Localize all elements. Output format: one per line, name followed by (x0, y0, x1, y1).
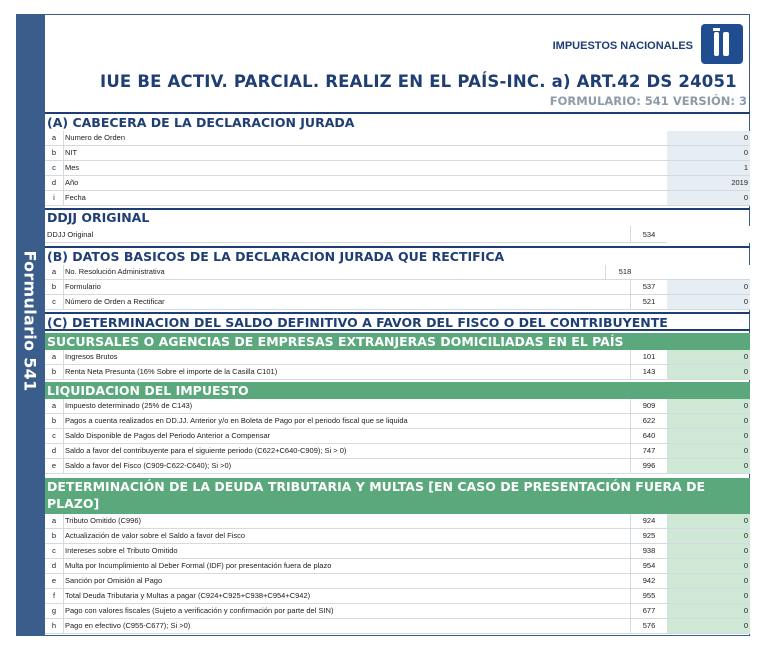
row-value-field[interactable]: 0 (667, 146, 750, 160)
row-letter: c (45, 544, 64, 558)
row-letter: b (45, 365, 64, 379)
form-title: IUE BE ACTIV. PARCIAL. REALIZ EN EL PAÍS-INC. a) ART.42 DS 24051 (100, 72, 737, 91)
row-code: 942 (630, 574, 668, 588)
deuda-row (45, 604, 750, 619)
row-label: Tributo Omitido (C996) (65, 516, 141, 525)
liquidacion-row (45, 444, 750, 459)
row-code: 955 (630, 589, 668, 603)
row-label: NIT (65, 148, 78, 157)
deuda-row (45, 559, 750, 574)
row-letter: b (45, 280, 64, 294)
header-row (45, 146, 750, 161)
row-code: 925 (630, 529, 668, 543)
row-value-field[interactable]: 0 (667, 399, 750, 413)
liquidacion-header: LIQUIDACION DEL IMPUESTO (45, 382, 750, 399)
row-value-field[interactable]: 0 (667, 350, 750, 364)
row-label: Pago en efectivo (C955-C677); Si >0) (65, 621, 191, 630)
rectify-row (45, 265, 750, 280)
row-letter: d (45, 559, 64, 573)
section-a-header: (A) CABECERA DE LA DECLARACION JURADA (45, 112, 750, 131)
section-b-header: (B) DATOS BASICOS DE LA DECLARACION JURADA QUE RECTIFICA (45, 246, 750, 265)
row-value-field[interactable]: 0 (667, 514, 750, 528)
row-letter: c (45, 161, 64, 175)
rectify-row (45, 295, 750, 310)
row-letter: a (45, 265, 64, 279)
row-value-field[interactable]: 0 (667, 459, 750, 473)
sucursales-row (45, 350, 750, 365)
row-letter: e (45, 574, 64, 588)
row-label: Número de Orden a Rectificar (65, 297, 165, 306)
row-value-field[interactable]: 0 (667, 191, 750, 205)
row-code: 747 (630, 444, 668, 458)
deuda-row (45, 529, 750, 544)
row-value-field[interactable] (644, 265, 750, 279)
row-value-field[interactable]: 0 (667, 529, 750, 543)
row-letter: e (45, 459, 64, 473)
row-label: Pagos a cuenta realizados en DD.JJ. Anterior y/o en Boleta de Pago por el periodo fiscal que se liquida (65, 416, 408, 425)
row-label: Saldo Disponible de Pagos del Periodo Anterior a Compensar (65, 431, 271, 440)
row-value-field[interactable]: 0 (667, 131, 750, 145)
row-value-field[interactable]: 0 (667, 365, 750, 379)
deuda-header: DETERMINACIÓN DE LA DEUDA TRIBUTARIA Y MULTAS [EN CASO DE PRESENTACIÓN FUERA DE PLAZO] (45, 478, 750, 514)
deuda-row (45, 574, 750, 589)
row-value-field[interactable]: 0 (667, 280, 750, 294)
row-letter: a (45, 350, 64, 364)
row-code: 640 (630, 429, 668, 443)
row-value-field[interactable]: 0 (667, 295, 750, 309)
row-code: 924 (630, 514, 668, 528)
ddjj-original-checkbox-cell[interactable] (667, 226, 750, 243)
row-code: 521 (630, 295, 668, 309)
row-label: Pago con valores fiscales (Sujeto a verificación y confirmación por parte del SIN) (65, 606, 334, 615)
row-code: 909 (630, 399, 668, 413)
deuda-row (45, 619, 750, 634)
deuda-row (45, 589, 750, 604)
row-letter: a (45, 514, 64, 528)
section-c-header: (C) DETERMINACION DEL SALDO DEFINITIVO A FAVOR DEL FISCO O DEL CONTRIBUYENTE (45, 312, 750, 331)
brand-name: IMPUESTOS NACIONALES (552, 40, 693, 52)
header-row (45, 131, 750, 146)
row-code: 518 (605, 265, 645, 279)
row-label: Mes (65, 163, 80, 172)
row-label: Saldo a favor del Fisco (C909-C622-C640); Si >0) (65, 461, 232, 470)
tax-form (45, 14, 750, 636)
row-letter: a (45, 131, 64, 145)
ddjj-original-row (45, 226, 750, 243)
row-value-field[interactable]: 0 (667, 589, 750, 603)
row-label: Sanción por Omisión al Pago (65, 576, 163, 585)
row-label: Total Deuda Tributaria y Multas a pagar (C924+C925+C938+C954+C942) (65, 591, 311, 600)
row-value-field[interactable]: 0 (667, 429, 750, 443)
row-letter: b (45, 414, 64, 428)
row-letter: b (45, 529, 64, 543)
row-letter: f (45, 589, 64, 603)
row-label: Fecha (65, 193, 86, 202)
ddjj-header: DDJJ ORIGINAL (45, 208, 750, 226)
row-value-field[interactable]: 0 (667, 604, 750, 618)
row-code: 143 (630, 365, 668, 379)
sucursales-row (45, 365, 750, 380)
header-row (45, 191, 750, 206)
row-label: Actualización de valor sobre el Saldo a favor del Fisco (65, 531, 246, 540)
row-value-field[interactable]: 0 (667, 544, 750, 558)
row-letter: c (45, 295, 64, 309)
row-value-field[interactable]: 0 (667, 574, 750, 588)
deuda-row (45, 544, 750, 559)
row-value-field[interactable]: 0 (667, 619, 750, 633)
row-label: Numero de Orden (65, 133, 126, 142)
row-label: Renta Neta Presunta (16% Sobre el importe de la Casilla C101) (65, 367, 278, 376)
sidebar-label: Formulario 541 (20, 250, 40, 392)
row-value-field[interactable]: 2019 (667, 176, 750, 190)
row-label: Ingresos Brutos (65, 352, 118, 361)
row-letter: b (45, 146, 64, 160)
row-label: Formulario (65, 282, 101, 291)
header-row (45, 161, 750, 176)
ddjj-original-label: DDJJ Original (47, 230, 94, 239)
row-code: 537 (630, 280, 668, 294)
row-letter: d (45, 176, 64, 190)
row-code: 576 (630, 619, 668, 633)
rectify-row (45, 280, 750, 295)
liquidacion-row (45, 399, 750, 414)
row-value-field[interactable]: 0 (667, 559, 750, 573)
row-letter: c (45, 429, 64, 443)
row-label: Año (65, 178, 79, 187)
row-code: 954 (630, 559, 668, 573)
row-label: Saldo a favor del contribuyente para el siguiente periodo (C622+C640-C909); Si > 0) (65, 446, 347, 455)
row-code: 677 (630, 604, 668, 618)
row-code: 996 (630, 459, 668, 473)
sucursales-header: SUCURSALES O AGENCIAS DE EMPRESAS EXTRANJERAS DOMICILIADAS EN EL PAÍS (45, 333, 750, 350)
row-letter: d (45, 444, 64, 458)
row-code: 938 (630, 544, 668, 558)
liquidacion-row (45, 429, 750, 444)
row-code: 622 (630, 414, 668, 428)
liquidacion-row (45, 459, 750, 474)
row-value-field[interactable]: 1 (667, 161, 750, 175)
row-value-field[interactable]: 0 (667, 414, 750, 428)
row-letter: i (45, 191, 64, 205)
form-version: FORMULARIO: 541 VERSIÓN: 3 (549, 94, 747, 108)
brand-logo-icon (701, 24, 743, 64)
row-letter: a (45, 399, 64, 413)
row-letter: h (45, 619, 64, 633)
header-row (45, 176, 750, 191)
row-value-field[interactable]: 0 (667, 444, 750, 458)
row-label: Impuesto determinado (25% de C143) (65, 401, 193, 410)
ddjj-original-code: 534 (630, 226, 668, 243)
row-label: Multa por Incumplimiento al Deber Formal (IDF) por presentación fuera de plazo (65, 561, 332, 570)
row-code: 101 (630, 350, 668, 364)
deuda-row (45, 514, 750, 529)
row-label: Intereses sobre el Tributo Omitido (65, 546, 178, 555)
row-label: No. Resolución Administrativa (65, 267, 165, 276)
liquidacion-row (45, 414, 750, 429)
row-letter: g (45, 604, 64, 618)
